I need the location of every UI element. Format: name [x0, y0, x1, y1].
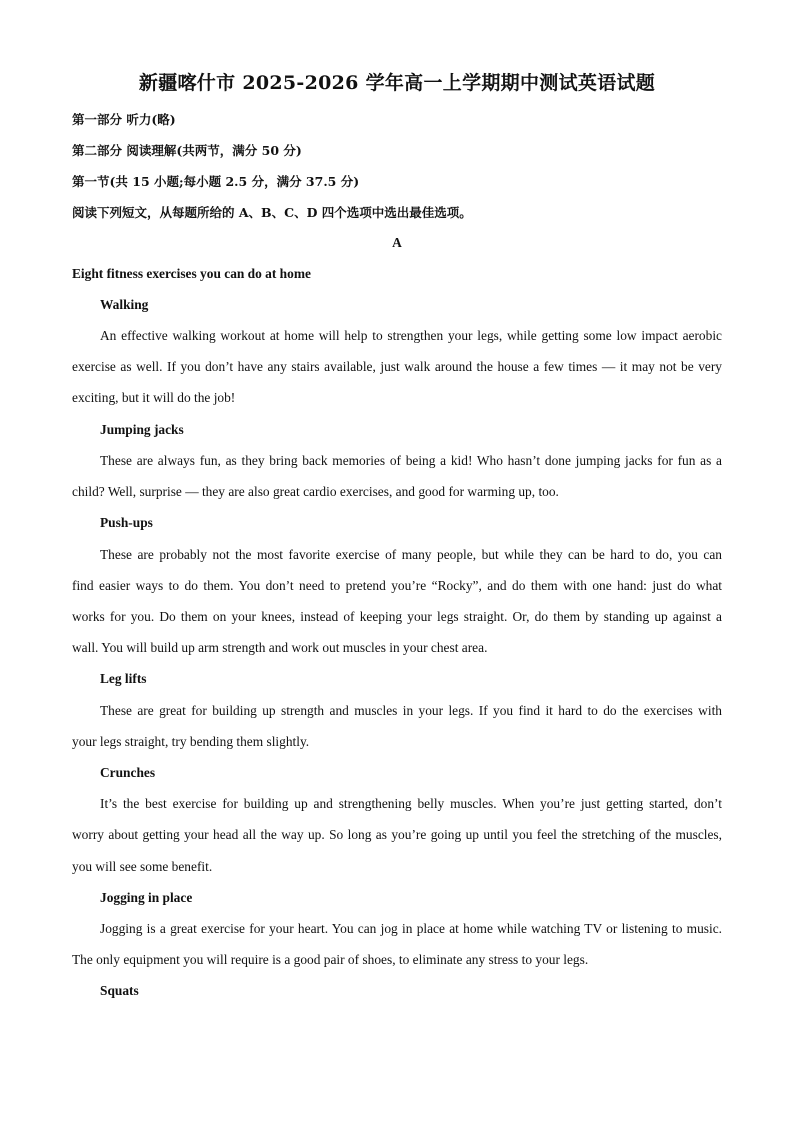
- paragraph-line: wall. You will build up arm strength and work out muscles in your chest area.: [72, 640, 488, 655]
- section-heading-jumping-jacks: Jumping jacks: [100, 422, 184, 437]
- section-heading-push-ups: Push-ups: [100, 515, 153, 530]
- paragraph-line: your legs straight, try bending them slightly.: [72, 734, 310, 749]
- section-heading-walking: Walking: [100, 297, 149, 312]
- section-one-heading: 第一节(共 15 小题;每小题 2.5 分，满分 37.5 分): [72, 174, 360, 189]
- paragraph-line: The only equipment you will require is a good pair of shoes, to eliminate any stress to your legs.: [72, 952, 589, 967]
- section-heading-crunches: Crunches: [100, 765, 156, 780]
- paragraph-line: These are great for building up strength and muscles in your legs. If you find it hard to do the exercises with: [100, 703, 722, 718]
- passage-label: A: [392, 235, 402, 250]
- passage-title: Eight fitness exercises you can do at home: [72, 266, 311, 281]
- paragraph-line: works for you. Do them on your knees, instead of keeping your legs straight. Or, do them by standing up against a: [72, 609, 722, 624]
- paragraph-line: exercise as well. If you don’t have any stairs available, just walk around the house a few times — it may not be very: [72, 359, 722, 374]
- paragraph-line: Jogging is a great exercise for your heart. You can jog in place at home while watching TV or listening to music.: [100, 921, 722, 936]
- part-one-heading: 第一部分 听力(略): [72, 112, 176, 127]
- paragraph-line: find easier ways to do them. You don’t need to pretend you’re “Rocky”, and do them with one hand: just do what: [72, 578, 722, 593]
- part-two-heading: 第二部分 阅读理解(共两节，满分 50 分): [72, 143, 302, 158]
- instruction-text: 阅读下列短文，从每题所给的 A、B、C、D 四个选项中选出最佳选项。: [72, 205, 472, 220]
- section-heading-leg-lifts: Leg lifts: [100, 671, 147, 686]
- section-heading-squats: Squats: [100, 983, 139, 998]
- paragraph-line: worry about getting your head all the way up. So long as you’re going up until you feel the stretching of the muscles,: [72, 827, 722, 842]
- section-heading-jogging-in-place: Jogging in place: [100, 890, 193, 905]
- document-title: 新疆喀什市 2025-2026 学年高一上学期期中测试英语试题: [138, 72, 656, 94]
- paragraph-line: child? Well, surprise — they are also great cardio exercises, and good for warming up, too.: [72, 484, 559, 499]
- paragraph-line: An effective walking workout at home will help to strengthen your legs, while getting some low impact aerobic: [100, 328, 722, 343]
- paragraph-line: These are probably not the most favorite exercise of many people, but while they can be hard to do, you can: [100, 547, 722, 562]
- paragraph-line: exciting, but it will do the job!: [72, 390, 236, 405]
- paragraph-line: It’s the best exercise for building up and strengthening belly muscles. When you’re just getting started, don’t: [100, 796, 722, 811]
- paragraph-line: These are always fun, as they bring back memories of being a kid! Who hasn’t done jumping jacks for fun as a: [100, 453, 722, 468]
- paragraph-line: you will see some benefit.: [72, 859, 213, 874]
